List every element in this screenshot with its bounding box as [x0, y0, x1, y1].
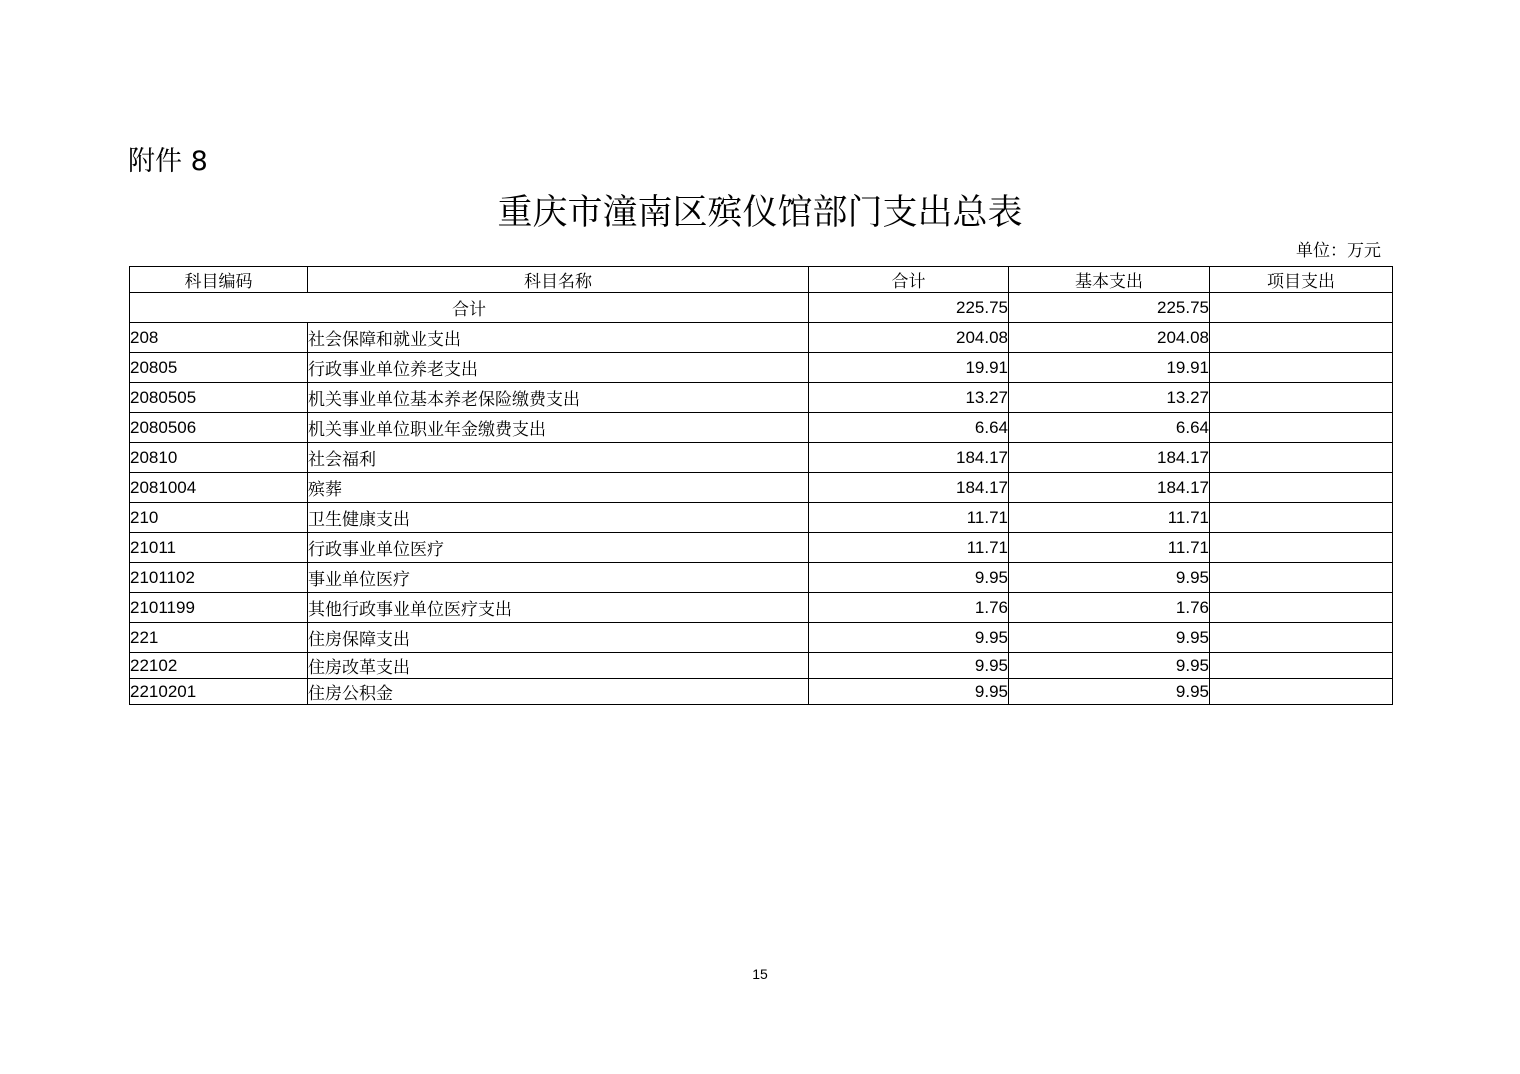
attachment-label: 附件 8 [128, 146, 208, 177]
total-cell: 9.95 [809, 653, 1009, 679]
table-row [130, 443, 1393, 473]
subject-code-cell: 22102 [130, 653, 308, 679]
header-project-expenditure: 项目支出 [1210, 267, 1393, 293]
project-expenditure-cell [1210, 593, 1393, 623]
subject-code-cell: 2210201 [130, 679, 308, 705]
project-expenditure-cell [1210, 563, 1393, 593]
subject-name-cell: 其他行政事业单位医疗支出 [308, 593, 809, 623]
total-cell: 9.95 [809, 563, 1009, 593]
project-expenditure-cell [1210, 323, 1393, 353]
basic-expenditure-cell: 9.95 [1009, 653, 1210, 679]
table-row [130, 623, 1393, 653]
table-row [130, 413, 1393, 443]
basic-expenditure-cell: 9.95 [1009, 623, 1210, 653]
basic-expenditure-cell: 19.91 [1009, 353, 1210, 383]
total-row [130, 293, 1393, 323]
project-expenditure-cell [1210, 353, 1393, 383]
subject-code-cell: 2101199 [130, 593, 308, 623]
total-cell: 9.95 [809, 623, 1009, 653]
total-basic: 225.75 [1009, 293, 1210, 323]
subject-name-cell: 卫生健康支出 [308, 503, 809, 533]
total-cell: 184.17 [809, 473, 1009, 503]
total-project [1210, 293, 1393, 323]
table-row [130, 383, 1393, 413]
basic-expenditure-cell: 6.64 [1009, 413, 1210, 443]
basic-expenditure-cell: 1.76 [1009, 593, 1210, 623]
basic-expenditure-cell: 11.71 [1009, 533, 1210, 563]
table-body [130, 293, 1393, 705]
basic-expenditure-cell: 184.17 [1009, 473, 1210, 503]
table-row [130, 503, 1393, 533]
subject-name-cell: 住房改革支出 [308, 653, 809, 679]
subject-name-cell: 住房保障支出 [308, 623, 809, 653]
table-row [130, 473, 1393, 503]
project-expenditure-cell [1210, 533, 1393, 563]
basic-expenditure-cell: 184.17 [1009, 443, 1210, 473]
table-row [130, 353, 1393, 383]
subject-name-cell: 殡葬 [308, 473, 809, 503]
header-total: 合计 [809, 267, 1009, 293]
table-row [130, 533, 1393, 563]
table-row [130, 593, 1393, 623]
subject-code-cell: 20805 [130, 353, 308, 383]
table-row [130, 323, 1393, 353]
table-row [130, 653, 1393, 679]
project-expenditure-cell [1210, 473, 1393, 503]
header-subject-code: 科目编码 [130, 267, 308, 293]
total-sum: 225.75 [809, 293, 1009, 323]
project-expenditure-cell [1210, 413, 1393, 443]
subject-name-cell: 社会保障和就业支出 [308, 323, 809, 353]
project-expenditure-cell [1210, 503, 1393, 533]
project-expenditure-cell [1210, 653, 1393, 679]
subject-name-cell: 行政事业单位养老支出 [308, 353, 809, 383]
basic-expenditure-cell: 9.95 [1009, 563, 1210, 593]
total-cell: 204.08 [809, 323, 1009, 353]
subject-code-cell: 2080505 [130, 383, 308, 413]
total-cell: 11.71 [809, 533, 1009, 563]
subject-code-cell: 210 [130, 503, 308, 533]
subject-code-cell: 208 [130, 323, 308, 353]
document-title: 重庆市潼南区殡仪馆部门支出总表 [497, 193, 1023, 233]
subject-code-cell: 20810 [130, 443, 308, 473]
subject-code-cell: 2101102 [130, 563, 308, 593]
total-cell: 184.17 [809, 443, 1009, 473]
basic-expenditure-cell: 9.95 [1009, 679, 1210, 705]
header-subject-name: 科目名称 [308, 267, 809, 293]
subject-code-cell: 2081004 [130, 473, 308, 503]
table-header [130, 267, 1393, 293]
total-cell: 6.64 [809, 413, 1009, 443]
project-expenditure-cell [1210, 623, 1393, 653]
header-basic-expenditure: 基本支出 [1009, 267, 1210, 293]
subject-code-cell: 21011 [130, 533, 308, 563]
expenditure-table [129, 266, 1393, 705]
subject-code-cell: 221 [130, 623, 308, 653]
subject-name-cell: 机关事业单位职业年金缴费支出 [308, 413, 809, 443]
header-row [130, 267, 1393, 293]
page-number: 15 [752, 966, 768, 982]
subject-code-cell: 2080506 [130, 413, 308, 443]
total-cell: 1.76 [809, 593, 1009, 623]
total-cell: 11.71 [809, 503, 1009, 533]
subject-name-cell: 机关事业单位基本养老保险缴费支出 [308, 383, 809, 413]
total-cell: 9.95 [809, 679, 1009, 705]
total-cell: 19.91 [809, 353, 1009, 383]
project-expenditure-cell [1210, 443, 1393, 473]
subject-name-cell: 行政事业单位医疗 [308, 533, 809, 563]
table-row [130, 679, 1393, 705]
total-cell: 13.27 [809, 383, 1009, 413]
subject-name-cell: 事业单位医疗 [308, 563, 809, 593]
basic-expenditure-cell: 204.08 [1009, 323, 1210, 353]
basic-expenditure-cell: 11.71 [1009, 503, 1210, 533]
project-expenditure-cell [1210, 679, 1393, 705]
subject-name-cell: 社会福利 [308, 443, 809, 473]
basic-expenditure-cell: 13.27 [1009, 383, 1210, 413]
subject-name-cell: 住房公积金 [308, 679, 809, 705]
project-expenditure-cell [1210, 383, 1393, 413]
table-row [130, 563, 1393, 593]
unit-label: 单位：万元 [1296, 241, 1381, 261]
total-label: 合计 [130, 293, 809, 323]
